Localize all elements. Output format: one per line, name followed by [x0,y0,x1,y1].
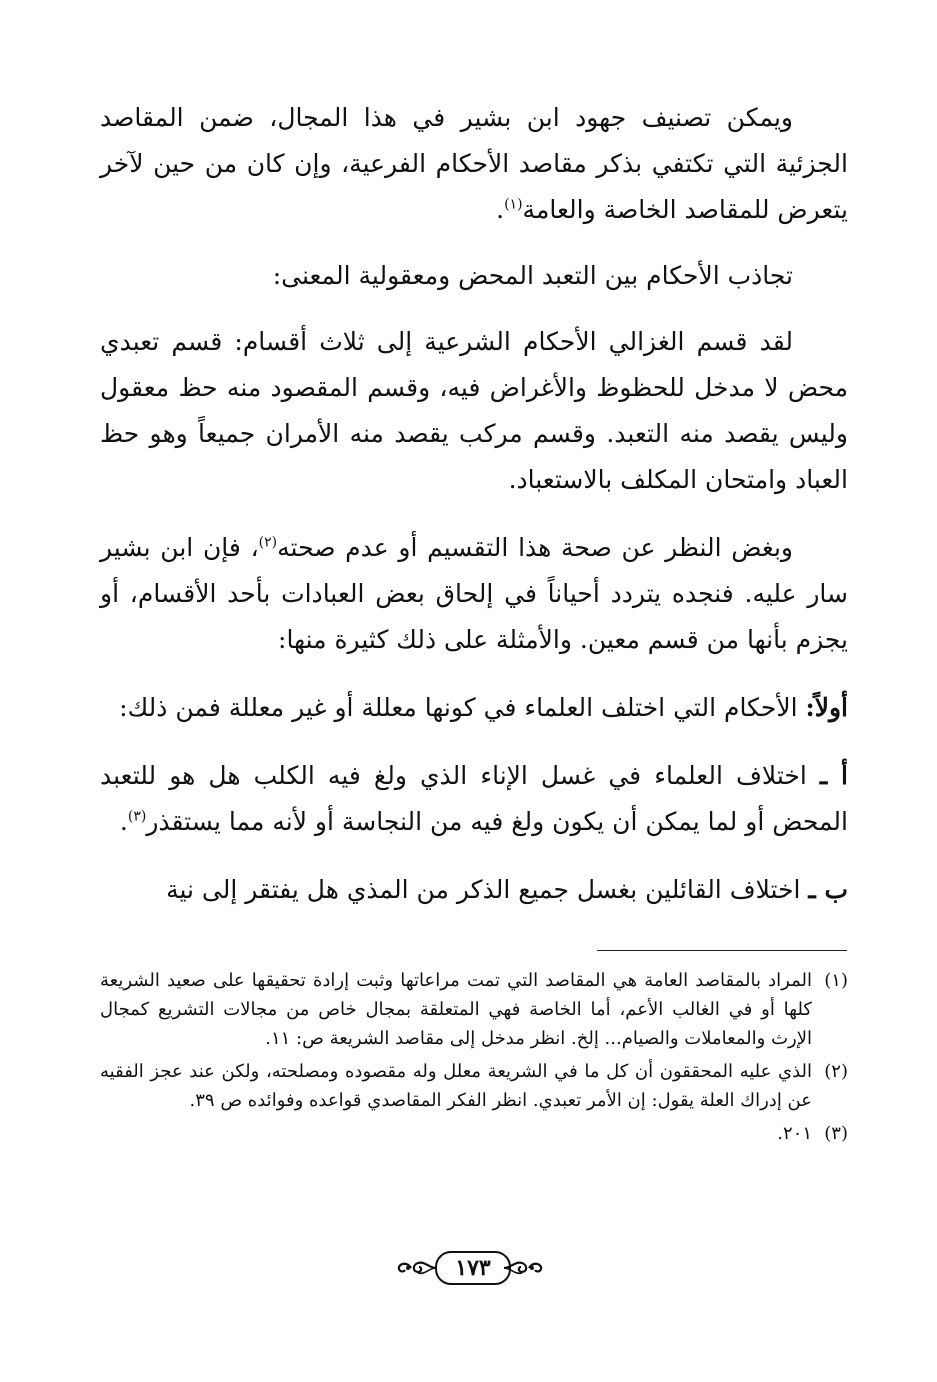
footnote-1 [100,966,848,1053]
footnotes [100,966,848,1152]
list-marker-b: ب ـ [808,875,848,904]
scroll-ornament-icon [395,1257,437,1279]
section-heading: تجاذب الأحكام بين التعبد المحض ومعقولية المعنى: [272,261,793,290]
scroll-ornament-icon [503,1257,545,1279]
footnote-number: (١) [824,970,848,991]
footnote-2 [100,1057,848,1115]
paragraph-3: وبغض النظر عن صحة هذا التقسيم أو عدم صحته$^{(٢)}$، فإن ابن بشير سار عليه. فنجده يتردد أحياناً في إلحاق بعض العبادات بأحد الأقسام، أو يجزم بأنها من قسم معين. والأمثلة على ذلك كثيرة منها: [100,533,848,654]
paragraph-5: أ ـ اختلاف العلماء في غسل الإناء الذي ولغ فيه الكلب هل هو للتعبد المحض أو لما يمكن أن يكون ولغ فيه من النجاسة أو لأنه مما يستقذر$^{(٣)}$. [100,761,848,836]
footnote-number: (٣) [824,1123,848,1144]
footnote-number: (٢) [824,1061,848,1082]
footnote-ref-3[interactable]: (٣) [127,808,147,825]
footnote-text: المراد بالمقاصد العامة هي المقاصد التي تمت مراعاتها وثبت إرادة تحقيقها على صعيد الشريعة كلها أو في الغالب الأعم، أما الخاصة فهي المتعلقة بمجال خاص من مجالات التشريع كمجال الإرث والمعاملات والصيام... إلخ. انظر مدخل إلى مقاصد الشريعة ص: ١١. [100,970,812,1049]
footnote-3 [100,1119,848,1148]
footnote-divider [597,950,847,951]
footnote-text: ٢٠١. [777,1123,812,1144]
footnote-text: الذي عليه المحققون أن كل ما في الشريعة معلل وله مقصوده ومصلحته، ولكن عند عجز الفقيه عن إدراك العلة يقول: إن الأمر تعبدي. انظر الفكر المقاصدي قواعده وفوائده ص ٣٩. [100,1061,812,1111]
paragraph-2: لقد قسم الغزالي الأحكام الشرعية إلى ثلاث أقسام: قسم تعبدي محض لا مدخل للحظوظ والأغراض فيه، وقسم المقصود منه حظ معقول وليس يقصد منه التعبد. وقسم مركب يقصد منه الأمران جميعاً وهو حظ العباد وامتحان المكلف بالاستعباد. [100,327,848,494]
list-marker-first: أولاً: [805,693,848,722]
footnote-ref-1[interactable]: (١) [504,196,523,213]
main-text [100,95,848,913]
footnote-ref-2[interactable]: (٢) [258,534,278,551]
list-marker-a: أ ـ [819,761,848,790]
page-number-ornament [395,1245,545,1289]
paragraph-4: أولاً: الأحكام التي اختلف العلماء في كونها معللة أو غير معللة فمن ذلك: [119,693,848,722]
paragraph-6: ب ـ اختلاف القائلين بغسل جميع الذكر من المذي هل يفتقر إلى نية [166,875,848,904]
page-number: ١٧٣ [435,1251,511,1285]
paragraph-1: ويمكن تصنيف جهود ابن بشير في هذا المجال، ضمن المقاصد الجزئية التي تكتفي بذكر مقاصد الأحكام الفرعية، وإن كان من حين لآخر يتعرض للمقاصد الخاصة والعامة$^{(١)}$. [100,103,848,224]
